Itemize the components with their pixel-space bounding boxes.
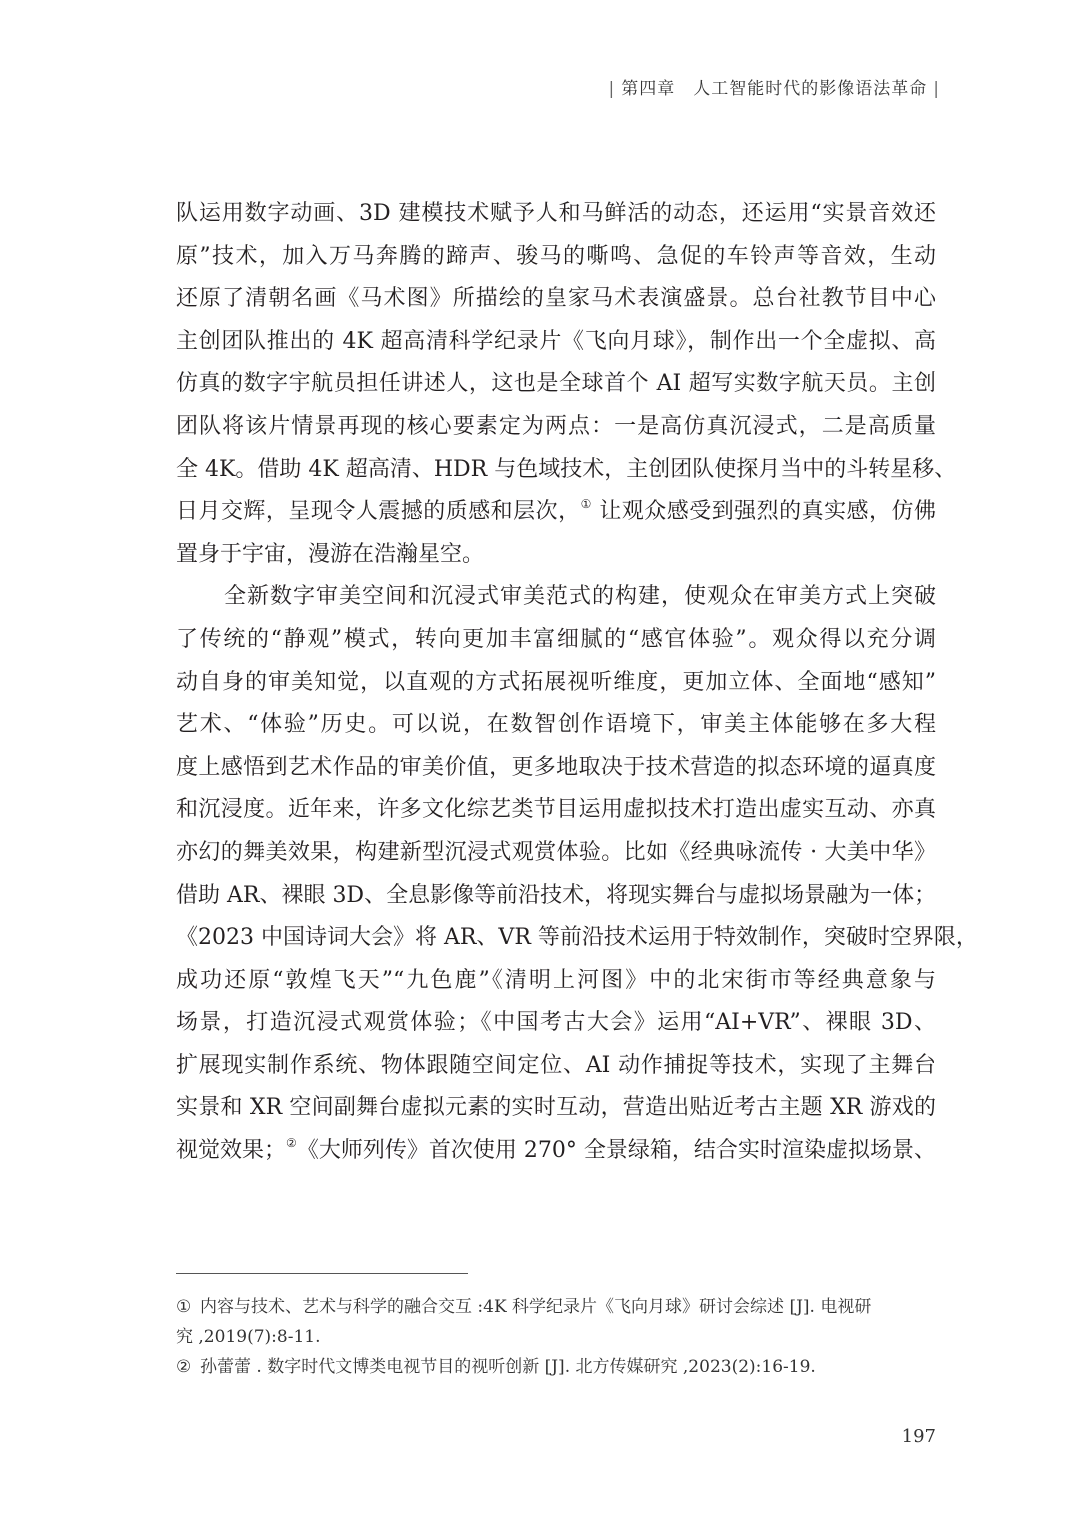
paragraph-2-line: 场景，打造沉浸式观赏体验；《中国考古大会》运用“AI+VR”、裸眼 3D、 [176,1010,936,1036]
line-text: 《大师列传》首次使用 270° 全景绿箱，结合实时渲染虚拟场景、 [296,1138,936,1164]
footnote-reference-1: ① [580,497,592,512]
paragraph-1-line: 队运用数字动画、3D 建模技术赋予人和马鲜活的动态，还运用“实景音效还 [176,201,936,226]
footnote-text: 孙蕾蕾 . 数字时代文博类电视节目的视听创新 [J]. 北方传媒研究 ,2023(2):16-19. [200,1357,816,1377]
paragraph-1-line: 原”技术，加入万马奔腾的蹄声、骏马的嘶鸣、急促的车铃声等音效，生动 [176,243,936,269]
paragraph-2-line [176,1130,936,1173]
paragraph-2-line: 动自身的审美知觉，以直观的方式拓展视听维度，更加立体、全面地“感知” [176,669,936,695]
footnote-2 [176,1352,936,1382]
footnote-mark: ① [176,1297,192,1317]
paragraph-2-line: 度上感悟到艺术作品的审美价值，更多地取决于技术营造的拟态环境的逼真度 [176,754,936,780]
running-head [603,74,946,99]
body-text [176,193,978,1173]
line-text: 让观众感受到强烈的真实感，仿佛 [591,499,936,525]
paragraph-2-line: 扩展现实制作系统、物体跟随空间定位、AI 动作捕捉等技术，实现了主舞台 [176,1052,936,1078]
footnote-text: 内容与技术、艺术与科学的融合交互 :4K 科学纪录片《飞向月球》研讨会综述 [J]. 电视研 [200,1297,872,1317]
paragraph-1-line: 全 4K。借助 4K 超高清、HDR 与色域技术，主创团队使探月当中的斗转星移、 [176,456,957,482]
footnote-1 [176,1292,936,1322]
paragraph-1-last-line: 置身于宇宙，漫游在浩瀚星空。 [176,541,485,567]
paragraph-1-line: 主创团队推出的 4K 超高清科学纪录片《飞向月球》，制作出一个全虚拟、高 [176,328,936,354]
footnotes [176,1292,936,1382]
footnote-1-continuation: 究 ,2019(7):8-11. [176,1327,321,1347]
paragraph-2-first-line: 全新数字审美空间和沉浸式审美范式的构建，使观众在审美方式上突破 [224,584,936,610]
footnote-divider [176,1273,468,1274]
paragraph-1-line: 仿真的数字宇航员担任讲述人，这也是全球首个 AI 超写实数字航天员。主创 [176,371,936,397]
footnote-mark: ② [176,1357,192,1377]
paragraph-2-line: 亦幻的舞美效果，构建新型沉浸式观赏体验。比如《经典咏流传 · 大美中华》 [176,839,936,865]
running-head-title: 第四章 人工智能时代的影像语法革命 [621,79,928,99]
paragraph-2-line: 了传统的“静观”模式，转向更加丰富细腻的“感官体验”。观众得以充分调 [176,626,936,652]
paragraph-1-line: 团队将该片情景再现的核心要素定为两点：一是高仿真沉浸式，二是高质量 [176,413,936,439]
line-text: 日月交辉，呈现令人震撼的质感和层次， [176,499,581,525]
paragraph-1-line [176,491,936,534]
line-text: 视觉效果； [176,1138,287,1164]
paragraph-2-line: 成功还原“敦煌飞天”“九色鹿”《清明上河图》中的北宋街市等经典意象与 [176,967,936,993]
paragraph-2-line: 实景和 XR 空间副舞台虚拟元素的实时互动，营造出贴近考古主题 XR 游戏的 [176,1095,936,1121]
paragraph-2-line: 和沉浸度。近年来，许多文化综艺类节目运用虚拟技术打造出虚实互动、亦真 [176,797,936,823]
running-head-bar: | [608,79,616,99]
footnote-reference-2: ② [286,1136,297,1151]
paragraph-2-line: 艺术、“体验”历史。可以说，在数智创作语境下，审美主体能够在多大程 [176,712,936,738]
page-number: 197 [901,1426,936,1447]
paragraph-2-line: 借助 AR、裸眼 3D、全息影像等前沿技术，将现实舞台与虚拟场景融为一体； [176,882,937,908]
running-head-bar: | [933,79,940,99]
paragraph-1-line: 还原了清朝名画《马术图》所描绘的皇家马术表演盛景。总台社教节目中心 [176,286,936,312]
paragraph-2-line: 《2023 中国诗词大会》将 AR、VR 等前沿技术运用于特效制作，突破时空界限， [176,925,978,951]
